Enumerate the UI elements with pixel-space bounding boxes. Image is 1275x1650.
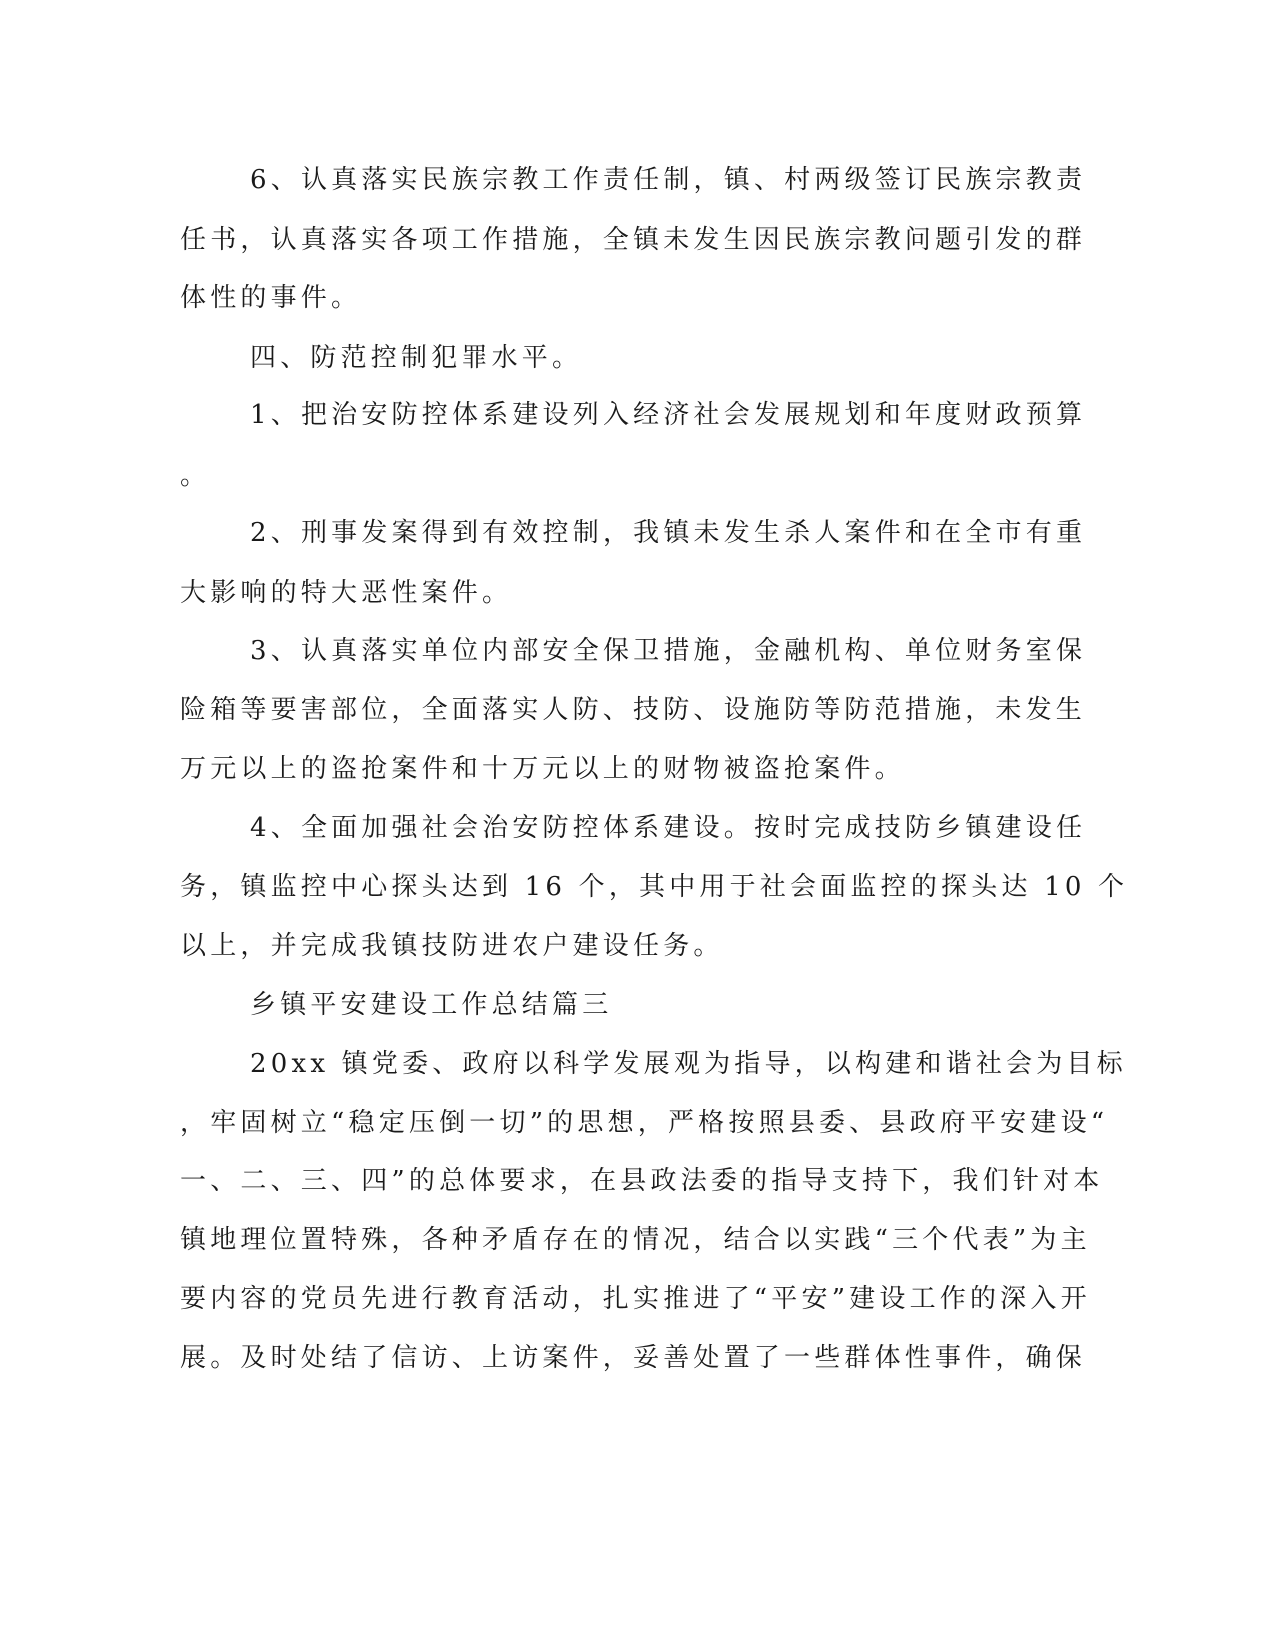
summary-line-1: 20xx 镇党委、政府以科学发展观为指导，以构建和谐社会为目标 bbox=[250, 1049, 1127, 1079]
paragraph-6-line-1: 6、认真落实民族宗教工作责任制，镇、村两级签订民族宗教责 bbox=[250, 165, 1087, 195]
summary-line-4: 镇地理位置特殊，各种矛盾存在的情况，结合以实践“三个代表”为主 bbox=[180, 1225, 1091, 1255]
item-3-line-2: 险箱等要害部位，全面落实人防、技防、设施防等防范措施，未发生 bbox=[180, 695, 1087, 725]
paragraph-6-line-2: 任书，认真落实各项工作措施，全镇未发生因民族宗教问题引发的群 bbox=[180, 225, 1087, 255]
item-4-line-1: 4、全面加强社会治安防控体系建设。按时完成技防乡镇建设任 bbox=[250, 813, 1087, 843]
item-1-line-2: 。 bbox=[180, 461, 211, 491]
item-4-line-3: 以上，并完成我镇技防进农户建设任务。 bbox=[180, 931, 724, 961]
item-4-line-2: 务，镇监控中心探头达到 16 个，其中用于社会面监控的探头达 10 个 bbox=[180, 872, 1129, 902]
item-2-line-2: 大影响的特大恶性案件。 bbox=[180, 578, 513, 608]
item-1-line-1: 1、把治安防控体系建设列入经济社会发展规划和年度财政预算 bbox=[250, 400, 1087, 430]
summary-line-5: 要内容的党员先进行教育活动，扎实推进了“平安”建设工作的深入开 bbox=[180, 1284, 1091, 1314]
item-2-line-1: 2、刑事发案得到有效控制，我镇未发生杀人案件和在全市有重 bbox=[250, 518, 1087, 548]
summary-line-6: 展。及时处结了信访、上访案件，妥善处置了一些群体性事件，确保 bbox=[180, 1343, 1087, 1373]
item-3-line-1: 3、认真落实单位内部安全保卫措施，金融机构、单位财务室保 bbox=[250, 636, 1087, 666]
section-title: 乡镇平安建设工作总结篇三 bbox=[250, 990, 613, 1020]
summary-line-2: ，牢固树立“稳定压倒一切”的思想，严格按照县委、县政府平安建设“ bbox=[180, 1108, 1109, 1138]
summary-line-3: 一、二、三、四”的总体要求，在县政法委的指导支持下，我们针对本 bbox=[180, 1166, 1104, 1196]
paragraph-6-line-3: 体性的事件。 bbox=[180, 283, 362, 313]
section-heading-4: 四、防范控制犯罪水平。 bbox=[250, 343, 583, 373]
item-3-line-3: 万元以上的盗抢案件和十万元以上的财物被盗抢案件。 bbox=[180, 754, 905, 784]
